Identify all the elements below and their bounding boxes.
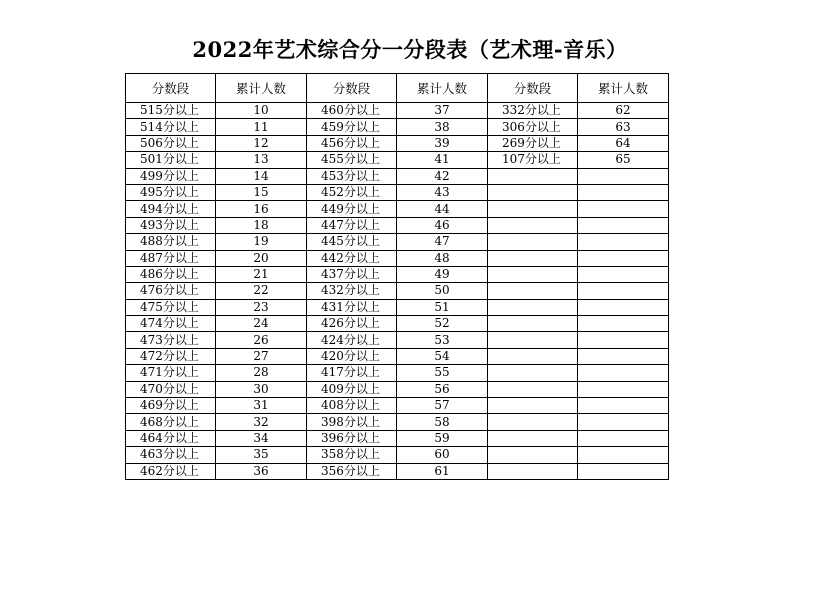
table-row — [126, 184, 669, 200]
column-header: 分数段 — [488, 74, 578, 103]
score-range-cell: 453分以上 — [307, 168, 397, 184]
score-range-cell: 475分以上 — [126, 299, 216, 315]
table-row — [126, 447, 669, 463]
cumulative-count-cell: 26 — [216, 332, 307, 348]
table-body — [126, 103, 669, 480]
score-range-cell: 488分以上 — [126, 234, 216, 250]
score-range-cell: 493分以上 — [126, 217, 216, 233]
score-range-cell: 432分以上 — [307, 283, 397, 299]
score-range-cell: 269分以上 — [488, 135, 578, 151]
score-range-cell — [488, 332, 578, 348]
cumulative-count-cell: 41 — [397, 152, 488, 168]
score-range-cell: 495分以上 — [126, 184, 216, 200]
score-range-cell — [488, 299, 578, 315]
score-range-cell: 447分以上 — [307, 217, 397, 233]
score-range-cell: 462分以上 — [126, 463, 216, 479]
cumulative-count-cell: 28 — [216, 365, 307, 381]
cumulative-count-cell — [578, 381, 669, 397]
table-row — [126, 168, 669, 184]
cumulative-count-cell: 35 — [216, 447, 307, 463]
cumulative-count-cell: 39 — [397, 135, 488, 151]
cumulative-count-cell: 21 — [216, 266, 307, 282]
score-range-cell — [488, 316, 578, 332]
cumulative-count-cell: 31 — [216, 398, 307, 414]
score-range-cell: 499分以上 — [126, 168, 216, 184]
cumulative-count-cell: 19 — [216, 234, 307, 250]
cumulative-count-cell: 48 — [397, 250, 488, 266]
score-range-cell: 460分以上 — [307, 103, 397, 119]
score-range-cell: 468分以上 — [126, 414, 216, 430]
cumulative-count-cell: 22 — [216, 283, 307, 299]
table-row — [126, 316, 669, 332]
score-range-cell: 486分以上 — [126, 266, 216, 282]
score-range-cell: 358分以上 — [307, 447, 397, 463]
score-range-cell — [488, 168, 578, 184]
table-row — [126, 234, 669, 250]
column-header: 累计人数 — [578, 74, 669, 103]
table-row — [126, 283, 669, 299]
table-row — [126, 152, 669, 168]
column-header: 累计人数 — [216, 74, 307, 103]
cumulative-count-cell: 16 — [216, 201, 307, 217]
table-row — [126, 119, 669, 135]
cumulative-count-cell: 65 — [578, 152, 669, 168]
cumulative-count-cell: 42 — [397, 168, 488, 184]
score-range-cell: 456分以上 — [307, 135, 397, 151]
score-range-cell — [488, 398, 578, 414]
score-range-cell: 501分以上 — [126, 152, 216, 168]
cumulative-count-cell: 56 — [397, 381, 488, 397]
score-range-cell: 474分以上 — [126, 316, 216, 332]
cumulative-count-cell: 27 — [216, 348, 307, 364]
cumulative-count-cell: 59 — [397, 430, 488, 446]
score-range-cell: 494分以上 — [126, 201, 216, 217]
score-range-cell — [488, 184, 578, 200]
table-row — [126, 463, 669, 479]
score-range-cell — [488, 250, 578, 266]
cumulative-count-cell — [578, 316, 669, 332]
score-range-cell: 449分以上 — [307, 201, 397, 217]
score-range-cell: 476分以上 — [126, 283, 216, 299]
cumulative-count-cell: 52 — [397, 316, 488, 332]
table-row — [126, 201, 669, 217]
cumulative-count-cell: 63 — [578, 119, 669, 135]
score-range-cell: 417分以上 — [307, 365, 397, 381]
score-range-cell: 459分以上 — [307, 119, 397, 135]
cumulative-count-cell — [578, 234, 669, 250]
table-row — [126, 266, 669, 282]
cumulative-count-cell — [578, 283, 669, 299]
column-header: 累计人数 — [397, 74, 488, 103]
cumulative-count-cell: 13 — [216, 152, 307, 168]
table-row — [126, 250, 669, 266]
cumulative-count-cell — [578, 365, 669, 381]
cumulative-count-cell — [578, 184, 669, 200]
table-header-row — [126, 74, 669, 103]
score-range-cell — [488, 414, 578, 430]
cumulative-count-cell — [578, 332, 669, 348]
score-range-cell: 452分以上 — [307, 184, 397, 200]
cumulative-count-cell: 20 — [216, 250, 307, 266]
cumulative-count-cell: 47 — [397, 234, 488, 250]
cumulative-count-cell: 49 — [397, 266, 488, 282]
cumulative-count-cell: 34 — [216, 430, 307, 446]
score-range-cell: 396分以上 — [307, 430, 397, 446]
score-range-cell: 455分以上 — [307, 152, 397, 168]
cumulative-count-cell — [578, 168, 669, 184]
cumulative-count-cell: 38 — [397, 119, 488, 135]
table-row — [126, 299, 669, 315]
score-range-cell: 471分以上 — [126, 365, 216, 381]
table-row — [126, 103, 669, 119]
score-range-cell: 107分以上 — [488, 152, 578, 168]
score-range-cell — [488, 234, 578, 250]
table-row — [126, 398, 669, 414]
cumulative-count-cell: 53 — [397, 332, 488, 348]
cumulative-count-cell: 23 — [216, 299, 307, 315]
score-range-cell: 463分以上 — [126, 447, 216, 463]
cumulative-count-cell: 64 — [578, 135, 669, 151]
table-row — [126, 365, 669, 381]
cumulative-count-cell — [578, 447, 669, 463]
score-range-cell — [488, 283, 578, 299]
column-header: 分数段 — [307, 74, 397, 103]
score-range-cell: 306分以上 — [488, 119, 578, 135]
score-range-cell — [488, 217, 578, 233]
score-range-cell — [488, 463, 578, 479]
table-row — [126, 332, 669, 348]
cumulative-count-cell — [578, 299, 669, 315]
score-range-cell: 408分以上 — [307, 398, 397, 414]
cumulative-count-cell: 61 — [397, 463, 488, 479]
cumulative-count-cell — [578, 430, 669, 446]
score-range-cell: 472分以上 — [126, 348, 216, 364]
score-range-cell: 332分以上 — [488, 103, 578, 119]
table-row — [126, 381, 669, 397]
cumulative-count-cell — [578, 201, 669, 217]
score-range-cell — [488, 381, 578, 397]
cumulative-count-cell: 14 — [216, 168, 307, 184]
cumulative-count-cell: 10 — [216, 103, 307, 119]
cumulative-count-cell: 30 — [216, 381, 307, 397]
cumulative-count-cell — [578, 217, 669, 233]
cumulative-count-cell: 44 — [397, 201, 488, 217]
score-range-cell — [488, 447, 578, 463]
cumulative-count-cell: 12 — [216, 135, 307, 151]
cumulative-count-cell: 46 — [397, 217, 488, 233]
cumulative-count-cell: 50 — [397, 283, 488, 299]
score-range-cell: 464分以上 — [126, 430, 216, 446]
score-range-cell: 426分以上 — [307, 316, 397, 332]
score-range-cell: 437分以上 — [307, 266, 397, 282]
cumulative-count-cell: 55 — [397, 365, 488, 381]
cumulative-count-cell: 18 — [216, 217, 307, 233]
cumulative-count-cell — [578, 414, 669, 430]
cumulative-count-cell: 36 — [216, 463, 307, 479]
cumulative-count-cell: 54 — [397, 348, 488, 364]
score-range-cell: 473分以上 — [126, 332, 216, 348]
cumulative-count-cell: 51 — [397, 299, 488, 315]
cumulative-count-cell: 37 — [397, 103, 488, 119]
cumulative-count-cell: 43 — [397, 184, 488, 200]
score-range-cell: 469分以上 — [126, 398, 216, 414]
score-range-cell — [488, 365, 578, 381]
cumulative-count-cell — [578, 250, 669, 266]
cumulative-count-cell: 62 — [578, 103, 669, 119]
score-range-cell: 445分以上 — [307, 234, 397, 250]
score-range-cell: 506分以上 — [126, 135, 216, 151]
score-range-cell: 514分以上 — [126, 119, 216, 135]
cumulative-count-cell: 57 — [397, 398, 488, 414]
score-range-cell: 424分以上 — [307, 332, 397, 348]
cumulative-count-cell — [578, 398, 669, 414]
cumulative-count-cell: 60 — [397, 447, 488, 463]
score-range-cell — [488, 201, 578, 217]
cumulative-count-cell: 32 — [216, 414, 307, 430]
score-range-cell: 515分以上 — [126, 103, 216, 119]
cumulative-count-cell: 24 — [216, 316, 307, 332]
score-range-cell: 398分以上 — [307, 414, 397, 430]
score-range-cell: 409分以上 — [307, 381, 397, 397]
score-range-cell — [488, 266, 578, 282]
score-range-cell: 420分以上 — [307, 348, 397, 364]
score-range-cell: 431分以上 — [307, 299, 397, 315]
column-header: 分数段 — [126, 74, 216, 103]
score-range-cell: 356分以上 — [307, 463, 397, 479]
table-row — [126, 430, 669, 446]
score-range-cell — [488, 430, 578, 446]
table-row — [126, 348, 669, 364]
score-range-cell: 487分以上 — [126, 250, 216, 266]
cumulative-count-cell: 58 — [397, 414, 488, 430]
table-row — [126, 414, 669, 430]
table-row — [126, 217, 669, 233]
score-range-cell — [488, 348, 578, 364]
cumulative-count-cell — [578, 348, 669, 364]
score-range-cell: 442分以上 — [307, 250, 397, 266]
cumulative-count-cell — [578, 463, 669, 479]
page-title: 2022年艺术综合分一分段表（艺术理-音乐） — [192, 37, 628, 62]
table-row — [126, 135, 669, 151]
score-range-cell: 470分以上 — [126, 381, 216, 397]
cumulative-count-cell — [578, 266, 669, 282]
cumulative-count-cell: 15 — [216, 184, 307, 200]
cumulative-count-cell: 11 — [216, 119, 307, 135]
score-distribution-table — [125, 73, 669, 480]
